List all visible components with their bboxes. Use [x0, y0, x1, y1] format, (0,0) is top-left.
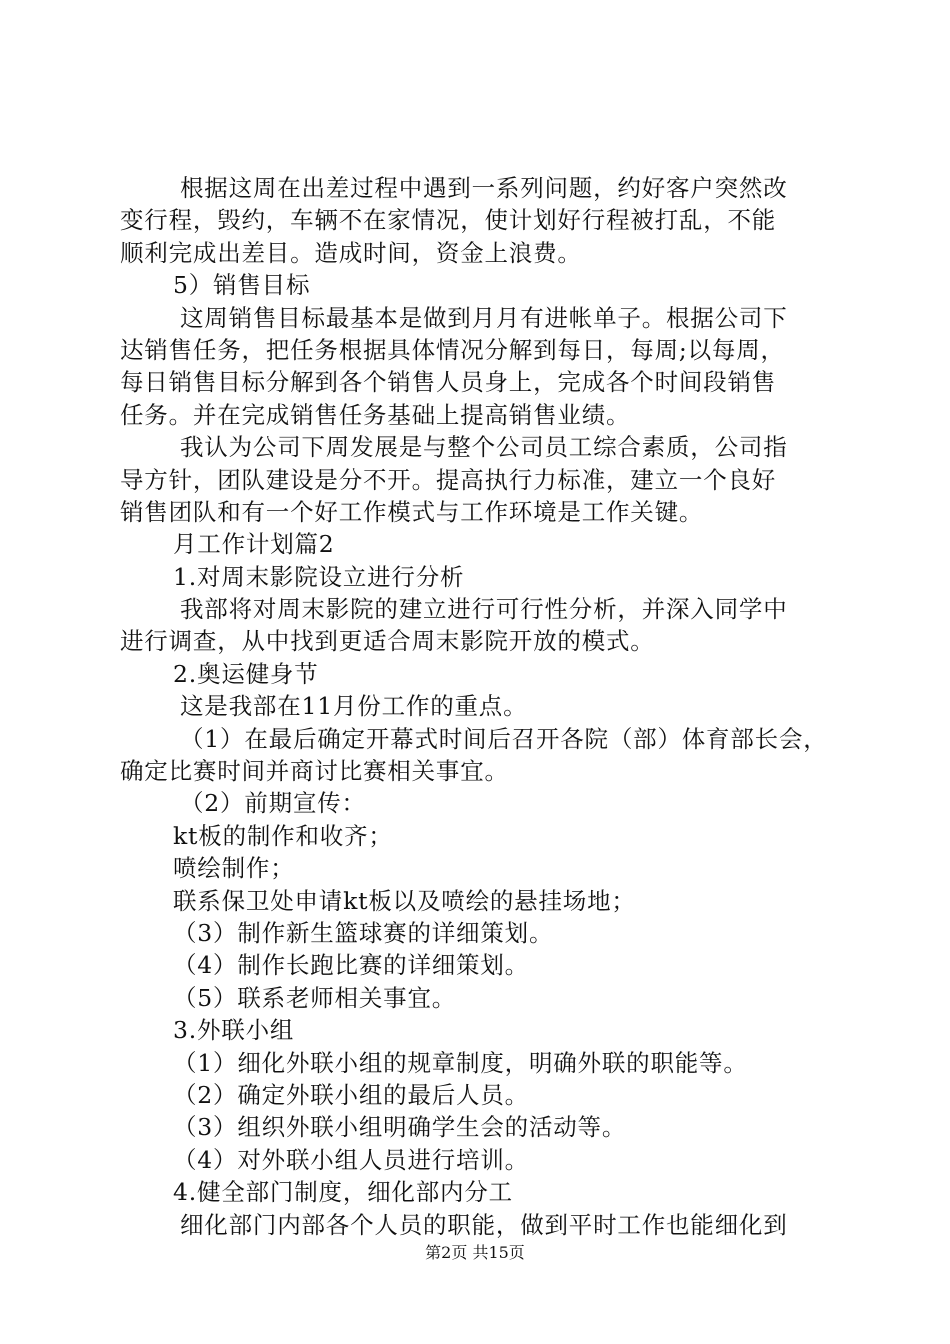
section-heading: 月工作计划篇2 [173, 530, 335, 559]
section-heading: 2.奥运健身节 [173, 659, 319, 688]
body-line: 变行程，毁约，车辆不在家情况，使计划好行程被打乱，不能 [120, 206, 777, 235]
list-item: kt板的制作和收齐； [173, 821, 393, 850]
body-line: 根据这周在出差过程中遇到一系列问题，约好客户突然改 [180, 174, 788, 202]
body-line: 确定比赛时间并商讨比赛相关事宜。 [120, 757, 509, 786]
list-item: （1）细化外联小组的规章制度，明确外联的职能等。 [173, 1048, 748, 1077]
list-item: （5）联系老师相关事宜。 [173, 983, 457, 1012]
body-line: 顺利完成出差目。造成时间，资金上浪费。 [120, 238, 582, 267]
list-item: （1）在最后确定开幕式时间后召开各院（部）体育部长会， [180, 724, 828, 753]
section-heading: 3.外联小组 [173, 1016, 295, 1045]
body-line: 这是我部在11月份工作的重点。 [180, 692, 528, 721]
list-item: （2）确定外联小组的最后人员。 [173, 1080, 529, 1109]
list-item: （4）对外联小组人员进行培训。 [173, 1145, 529, 1174]
list-item: （3）制作新生篮球赛的详细策划。 [173, 918, 554, 947]
body-line: 达销售任务，把任务根据具体情况分解到每日，每周;以每周， [120, 335, 785, 364]
section-heading: 5）销售目标 [173, 271, 311, 300]
body-line: 细化部门内部各个人员的职能，做到平时工作也能细化到 [180, 1210, 788, 1239]
document-body [120, 172, 840, 1241]
list-item: 联系保卫处申请kt板以及喷绘的悬挂场地； [173, 886, 636, 915]
body-line: 任务。并在完成销售任务基础上提高销售业绩。 [120, 400, 631, 429]
section-heading: 1.对周末影院设立进行分析 [173, 562, 465, 591]
body-line: 销售团队和有一个好工作模式与工作环境是工作关键。 [120, 497, 704, 526]
section-heading: 4.健全部门制度，细化部内分工 [173, 1178, 513, 1207]
page-footer [0, 1242, 950, 1264]
body-line: 每日销售目标分解到各个销售人员身上，完成各个时间段销售 [120, 368, 777, 397]
body-line: 导方针，团队建设是分不开。提高执行力标准，建立一个良好 [120, 465, 777, 494]
body-line: 进行调查，从中找到更适合周末影院开放的模式。 [120, 627, 655, 656]
body-line: 这周销售目标最基本是做到月月有进帐单子。根据公司下 [180, 303, 788, 332]
list-item: （4）制作长跑比赛的详细策划。 [173, 951, 529, 980]
list-item: 喷绘制作； [173, 854, 295, 883]
list-item: （3）组织外联小组明确学生会的活动等。 [173, 1113, 627, 1142]
body-line: 我认为公司下周发展是与整个公司员工综合素质，公司指 [180, 433, 788, 462]
list-item: （2）前期宣传： [180, 789, 366, 818]
page-number-label: 第2页 共15页 [425, 1243, 525, 1262]
body-line: 我部将对周末影院的建立进行可行性分析，并深入同学中 [180, 595, 788, 624]
